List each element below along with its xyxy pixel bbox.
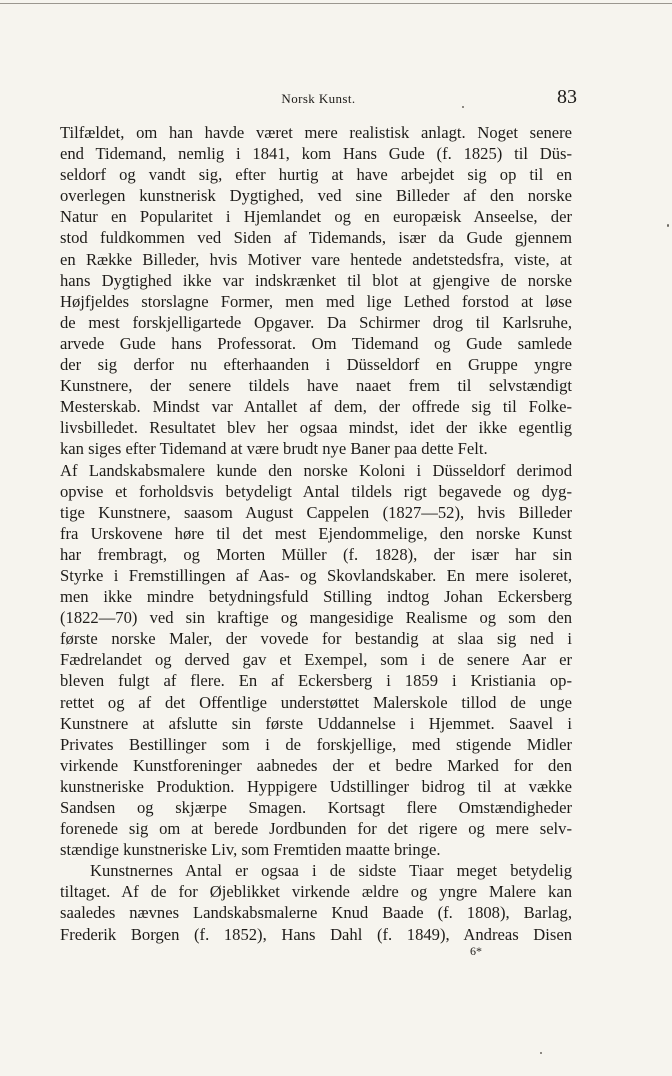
text-line: (1822—70) ved sin kraftige og mangesidige Realisme og som den: [60, 608, 572, 628]
text-line: arvede Gude hans Professorat. Om Tidemand og Gude samlede: [60, 333, 572, 353]
text-line: Frederik Borgen (f. 1852), Hans Dahl (f. 1849), Andreas Disen: [60, 924, 572, 944]
text-line: saaledes nævnes Landskabsmalerne Knud Baade (f. 1808), Barlag,: [60, 903, 572, 923]
page-header: [60, 88, 577, 112]
body-text: [60, 122, 572, 945]
signature-mark: 6*: [470, 944, 482, 958]
text-line: rettet og af det Offentlige understøttet Malerskole tillod de unge: [60, 692, 572, 712]
ink-speck: [667, 224, 669, 227]
ink-speck: [462, 106, 464, 108]
ink-speck: [540, 1052, 542, 1054]
text-line: fra Urskovene høre til det mest Ejendommelige, den norske Kunst: [60, 523, 572, 543]
text-line: kan siges efter Tidemand at være brudt nye Baner paa dette Felt.: [60, 439, 488, 459]
text-line: Sandsen og skjærpe Smagen. Kortsagt flere Omstændigheder: [60, 798, 572, 817]
text-line: Fædrelandet og derved gav et Exempel, som i de senere Aar er: [60, 650, 572, 670]
text-line: Natur en Popularitet i Hjemlandet og en europæisk Anseelse, der: [60, 207, 572, 227]
text-line: bleven fulgt af flere. En af Eckersberg i 1859 i Kristiania op-: [60, 671, 572, 691]
text-line: Kunstnere at afslutte sin første Uddannelse i Hjemmet. Saavel i: [60, 713, 572, 733]
text-line: men ikke mindre betydningsfuld Stilling indtog Johan Eckersberg: [60, 587, 572, 607]
text-line: livsbilledet. Resultatet blev her ogsaa mindst, idet der ikke egentlig: [60, 418, 572, 438]
text-line: Kunstnere, der senere tildels have naaet frem til selvstændigt: [60, 376, 572, 396]
text-line: har frembragt, og Morten Müller (f. 1828), der især har sin: [60, 544, 572, 564]
text-line: seldorf og vandt sig, efter hurtig at have arbejdet sig op til en: [60, 165, 572, 185]
text-line: Tilfældet, om han havde været mere realistisk anlagt. Noget senere: [60, 123, 572, 142]
text-line: Højfjeldes storslagne Former, men med lige Lethed forstod at løse: [60, 291, 572, 311]
text-line: Mesterskab. Mindst var Antallet af dem, der offrede sig til Folke-: [60, 397, 572, 417]
text-line: en Række Billeder, hvis Motiver vare hentede andetstedsfra, viste, at: [60, 249, 572, 269]
text-line: Styrke i Fremstillingen af Aas- og Skovlandskaber. En mere isoleret,: [60, 565, 572, 585]
page-number: 83: [557, 86, 577, 108]
text-line: Af Landskabsmalere kunde den norske Koloni i Düsseldorf derimod: [60, 460, 572, 480]
text-line: forenede sig om at berede Jordbunden for det rigere og mere selv-: [60, 819, 572, 839]
text-line: Privates Bestillinger som i de forskjellige, med stigende Midler: [60, 734, 572, 754]
text-line: Kunstnernes Antal er ogsaa i de sidste Tiaar meget betydelig: [90, 861, 572, 881]
text-line: tiltaget. Af de for Øjeblikket virkende ældre og yngre Malere kan: [60, 882, 572, 902]
text-line: hans Dygtighed ikke var indskrænket til blot at gjengive de norske: [60, 270, 572, 290]
text-line: end Tidemand, nemlig i 1841, kom Hans Gude (f. 1825) til Düs-: [60, 144, 572, 164]
text-line: tige Kunstnere, saasom August Cappelen (1827—52), hvis Billeder: [60, 502, 572, 522]
running-title: Norsk Kunst.: [281, 91, 356, 106]
text-line: kunstneriske Produktion. Hyppigere Udstillinger bidrog til at vække: [60, 776, 572, 796]
text-line: første norske Maler, der vovede for bestandig at slaa sig ned i: [60, 629, 572, 649]
text-line: stændige kunstneriske Liv, som Fremtiden maatte bringe.: [60, 840, 441, 860]
text-line: virkende Kunstforeninger aabnedes der et bedre Marked for den: [60, 755, 572, 775]
text-line: de mest forskjelligartede Opgaver. Da Schirmer drog til Karlsruhe,: [60, 312, 572, 332]
text-line: overlegen kunstnerisk Dygtighed, ved sine Billeder af den norske: [60, 186, 572, 206]
text-line: stod fuldkommen ved Siden af Tidemands, især da Gude gjennem: [60, 228, 572, 248]
text-line: der sig derfor nu efterhaanden i Düsseldorf en Gruppe yngre: [60, 355, 572, 375]
top-edge-rule: [0, 3, 672, 4]
text-line: opvise et forholdsvis betydeligt Antal tildels rigt begavede og dyg-: [60, 481, 572, 501]
